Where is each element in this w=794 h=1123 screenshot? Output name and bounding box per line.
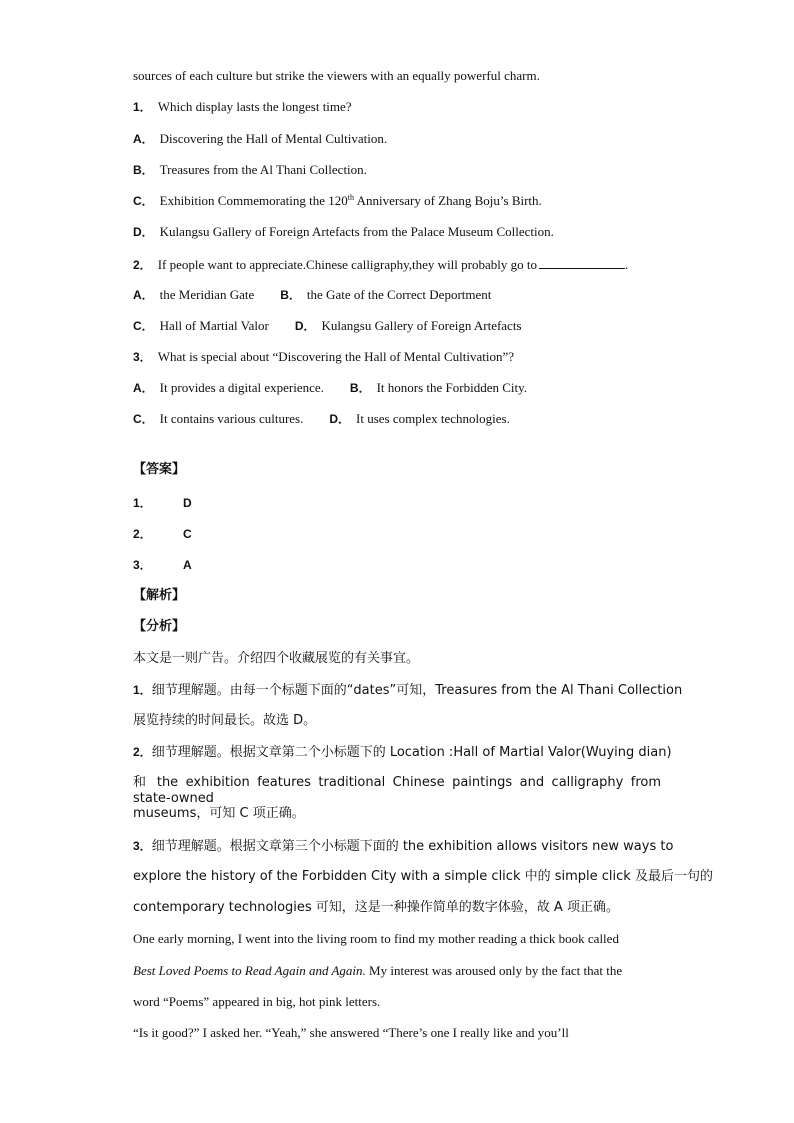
passage-line-1: One early morning, I went into the living room to find my mother reading a thick book called <box>133 931 619 946</box>
answer-blank <box>539 256 625 269</box>
answer-heading: 【答案】 <box>133 462 186 477</box>
explanation-1-line-2: 展览持续的时间最长。故选 D。 <box>133 713 317 728</box>
question-number: 1． <box>133 100 152 114</box>
passage-line-4: “Is it good?” I asked her. “Yeah,” she answered “There’s one I really like and you’ll <box>133 1025 569 1040</box>
answer-3: 3． A <box>133 558 192 572</box>
answer-2: 2． C <box>133 527 192 541</box>
q1-option-d: D． Kulangsu Gallery of Foreign Artefacts from the Palace Museum Collection. <box>133 224 554 239</box>
question-1 <box>133 99 352 115</box>
question-text: Which display lasts the longest time? <box>157 99 352 114</box>
question-text: If people want to appreciate.Chinese calligraphy,they will probably go to <box>157 257 537 272</box>
answer-1: 1． D <box>133 496 192 510</box>
explanation-2-line-3: museums，可知 C 项正确。 <box>133 806 305 821</box>
question-text: What is special about “Discovering the Hall of Mental Cultivation”? <box>157 349 515 364</box>
explanation-3-line-1: 3．细节理解题。根据文章第三个小标题下面的 the exhibition allows visitors new ways to <box>133 839 674 854</box>
question-2: 2． If people want to appreciate.Chinese calligraphy,they will probably go to . <box>133 257 629 272</box>
q2-options-row-2: C． Hall of Martial Valor D． Kulangsu Gallery of Foreign Artefacts <box>133 318 522 333</box>
summary-text: 本文是一则广告。介绍四个收藏展览的有关事宜。 <box>133 651 420 666</box>
explanation-2-line-2: 和 the exhibition features traditional Chinese paintings and calligraphy from state-owned <box>133 775 661 806</box>
passage-line-2: Best Loved Poems to Read Again and Again. My interest was aroused only by the fact that the <box>133 963 623 978</box>
q1-option-a: A． Discovering the Hall of Mental Cultivation. <box>133 131 388 146</box>
analysis-heading: 【解析】 <box>133 588 186 603</box>
q3-options-row-1: A． It provides a digital experience. B． It honors the Forbidden City. <box>133 380 528 395</box>
explanation-3-line-2: explore the history of the Forbidden City with a simple click 中的 simple click 及最后一句的 <box>133 869 713 884</box>
explanation-3-line-3: contemporary technologies 可知，这是一种操作简单的数字体验，故 A 项正确。 <box>133 900 619 915</box>
passage-line-3: word “Poems” appeared in big, hot pink letters. <box>133 994 381 1009</box>
book-title: Best Loved Poems to Read Again and Again. <box>133 963 366 978</box>
q2-options-row-1: A． the Meridian Gate B． the Gate of the Correct Deportment <box>133 287 492 302</box>
question-number: 2． <box>133 258 152 272</box>
q3-options-row-2: C． It contains various cultures. D． It uses complex technologies. <box>133 411 510 426</box>
fenxi-heading: 【分析】 <box>133 619 186 634</box>
intro-text: sources of each culture but strike the viewers with an equally powerful charm. <box>133 68 540 83</box>
explanation-1-line-1: 1．细节理解题。由每一个标题下面的“dates”可知，Treasures from the Al Thani Collection <box>133 683 683 698</box>
question-3 <box>133 349 514 365</box>
question-number: 3． <box>133 350 152 364</box>
q1-option-b: B． Treasures from the Al Thani Collection. <box>133 162 367 177</box>
explanation-2-line-1: 2．细节理解题。根据文章第二个小标题下的 Location :Hall of Martial Valor(Wuying dian) <box>133 745 672 760</box>
q1-option-c: C． Exhibition Commemorating the 120th Anniversary of Zhang Boju’s Birth. <box>133 193 542 208</box>
